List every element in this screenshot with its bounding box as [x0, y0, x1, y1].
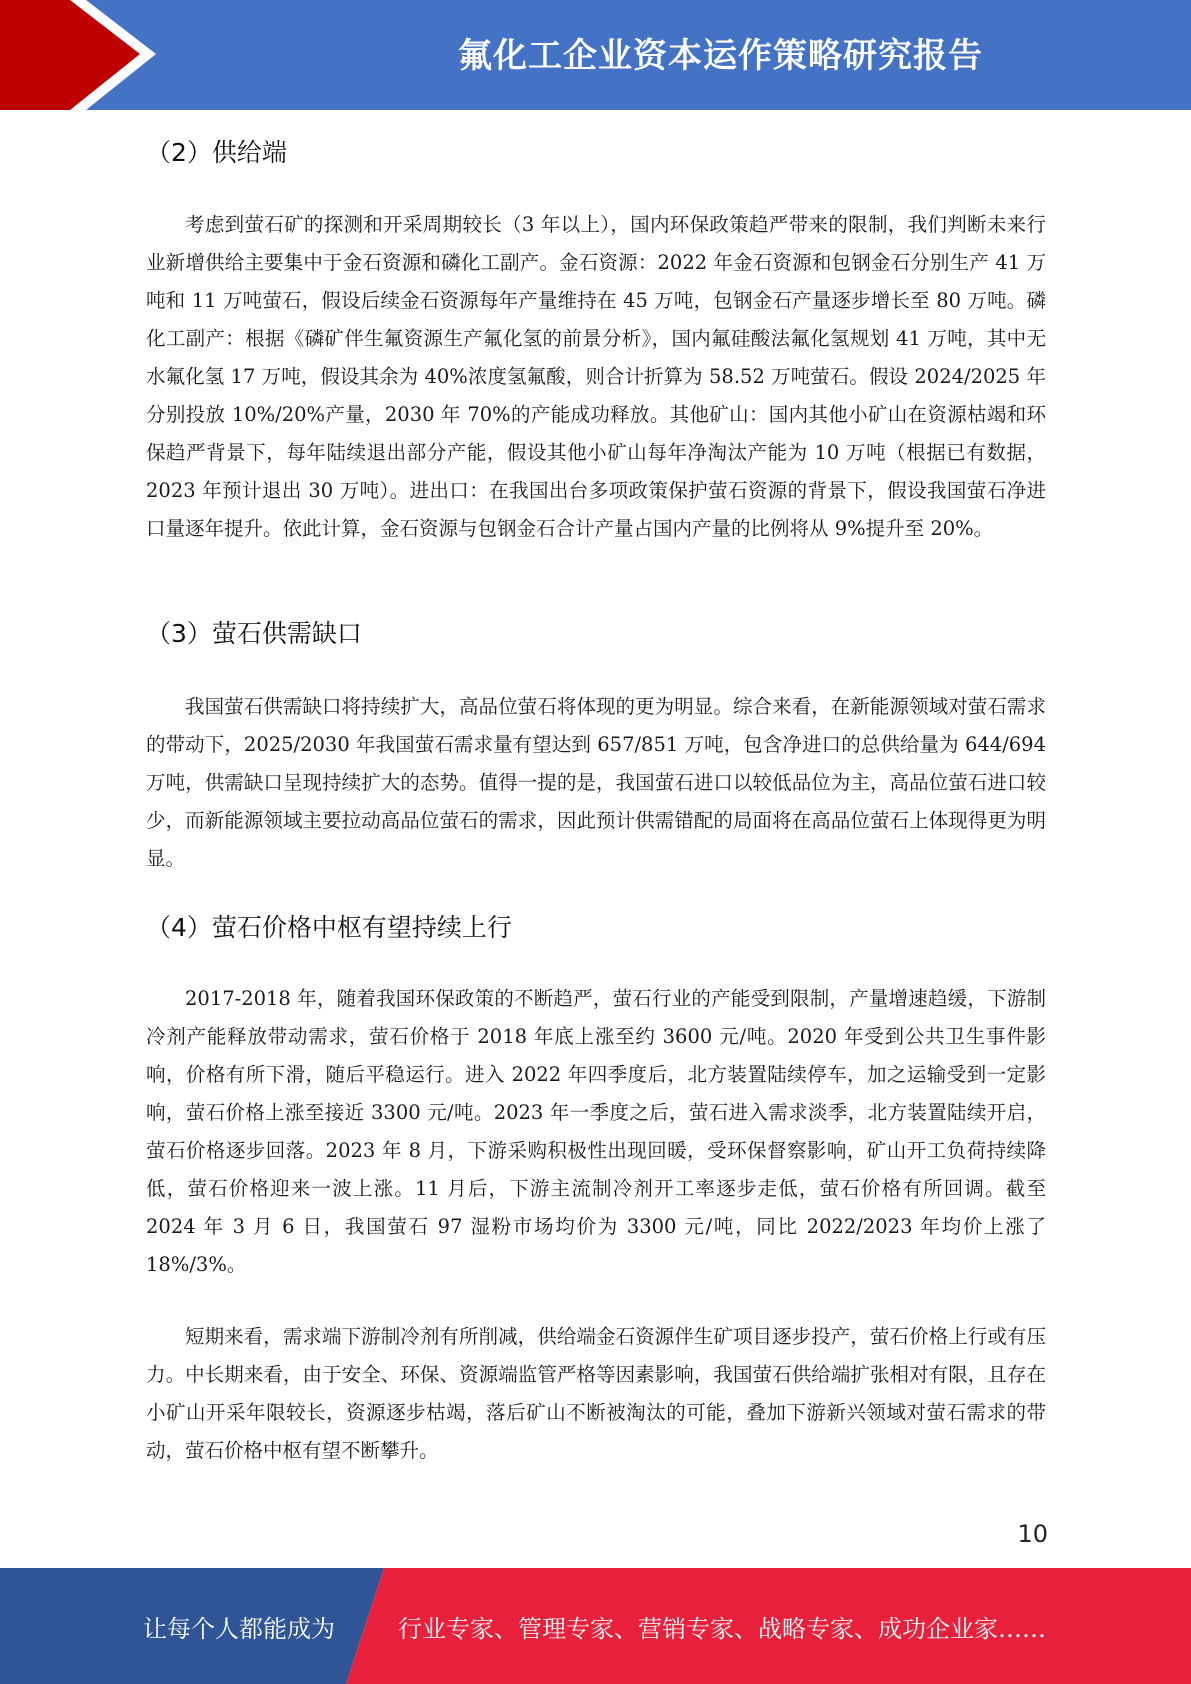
paragraph-gap: 我国萤石供需缺口将持续扩大，高品位萤石将体现的更为明显。综合来看，在新能源领域对萤石需求的带动下，2025/2030 年我国萤石需求量有望达到 657/851 万吨，包含净进口的总供给量为 644/694 万吨，供需缺口呈现持续扩大的态势。值得一提的是，我国萤石进口以较低品位为主，高品位萤石进口较少，而新能源领域主要拉动高品位萤石的需求，因此预计供需错配的局面将在高品位萤石上体现得更为明显。	[146, 695, 1046, 870]
page-footer	[0, 1568, 1191, 1684]
page-header	[0, 0, 1191, 110]
paragraph-price-history: 2017-2018 年，随着我国环保政策的不断趋严，萤石行业的产能受到限制，产量增速趋缓，下游制冷剂产能释放带动需求，萤石价格于 2018 年底上涨至约 3600 元/吨。2020 年受到公共卫生事件影响，价格有所下滑，随后平稳运行。进入 2022 年四季度后，北方装置陆续停车，加之运输受到一定影响，萤石价格上涨至接近 3300 元/吨。2023 年一季度之后，萤石进入需求淡季，北方装置陆续开启，萤石价格逐步回落。2023 年 8 月，下游采购积极性出现回暖，受环保督察影响，矿山开工负荷持续降低，萤石价格迎来一波上涨。11 月后，下游主流制冷剂开工率逐步走低，萤石价格有所回调。截至 2024 年 3 月 6 日，我国萤石 97 湿粉市场均价为 3300 元/吨，同比 2022/2023 年均价上涨了 18%/3%。	[146, 987, 1046, 1276]
page-number: 10	[1017, 1520, 1048, 1548]
footer-slogan-left: 让每个人都能成为	[143, 1614, 335, 1643]
paragraph-price-outlook: 短期来看，需求端下游制冷剂有所削减，供给端金石资源伴生矿项目逐步投产，萤石价格上行或有压力。中长期来看，由于安全、环保、资源端监管严格等因素影响，我国萤石供给端扩张相对有限，且存在小矿山开采年限较长，资源逐步枯竭，落后矿山不断被淘汰的可能，叠加下游新兴领域对萤石需求的带动，萤石价格中枢有望不断攀升。	[146, 1325, 1046, 1462]
paragraph-supply: 考虑到萤石矿的探测和开采周期较长（3 年以上），国内环保政策趋严带来的限制，我们判断未来行业新增供给主要集中于金石资源和磷化工副产。金石资源：2022 年金石资源和包钢金石分别生产 41 万吨和 11 万吨萤石，假设后续金石资源每年产量维持在 45 万吨，包钢金石产量逐步增长至 80 万吨。磷化工副产：根据《磷矿伴生氟资源生产氟化氢的前景分析》，国内氟硅酸法氟化氢规划 41 万吨，其中无水氟化氢 17 万吨，假设其余为 40%浓度氢氟酸，则合计折算为 58.52 万吨萤石。假设 2024/2025 年分别投放 10%/20%产量，2030 年 70%的产能成功释放。其他矿山：国内其他小矿山在资源枯竭和环保趋严背景下，每年陆续退出部分产能，假设其他小矿山每年净淘汰产能为 10 万吨（根据已有数据，2023 年预计退出 30 万吨）。进出口：在我国出台多项政策保护萤石资源的背景下，假设我国萤石净进口量逐年提升。依此计算，金石资源与包钢金石合计产量占国内产量的比例将从 9%提升至 20%。	[146, 213, 1046, 540]
footer-slogan-right: 行业专家、管理专家、营销专家、战略专家、成功企业家……	[398, 1614, 1046, 1643]
report-title: 氟化工企业资本运作策略研究报告	[458, 35, 983, 76]
section-heading-gap: （3）萤石供需缺口	[146, 619, 362, 648]
section-heading-price: （4）萤石价格中枢有望持续上行	[146, 913, 512, 942]
section-heading-supply: （2）供给端	[146, 138, 287, 167]
